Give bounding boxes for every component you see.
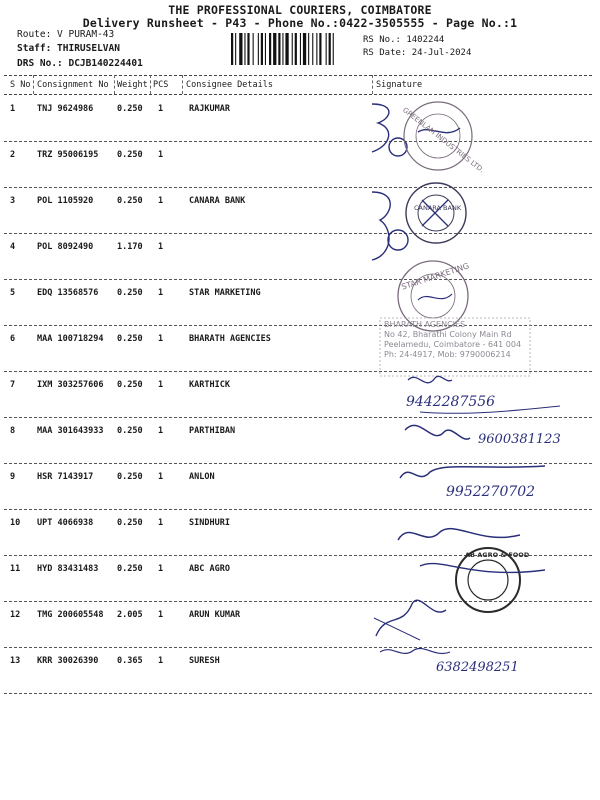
cell-sno: 8 [10, 426, 16, 436]
star-marketing-stamp: STAR MARKETING [400, 261, 471, 292]
cell-weight: 1.170 [117, 242, 143, 252]
cell-consignment: IXM 303257606 [37, 380, 104, 390]
cell-weight: 0.365 [117, 656, 143, 666]
cell-weight: 2.005 [117, 610, 143, 620]
cell-consignee: ARUN KUMAR [189, 610, 241, 620]
col-header-signature: Signature [376, 80, 423, 90]
cell-sno: 9 [10, 472, 16, 482]
runsheet-title: Delivery Runsheet - P43 - Phone No.:0422-3505555 - Page No.:1 [82, 16, 518, 30]
cell-consignee: BHARATH AGENCIES [189, 334, 271, 344]
cell-pcs: 1 [158, 150, 164, 160]
col-header-sno: S No [10, 80, 31, 90]
cell-consignee: PARTHIBAN [189, 426, 236, 436]
col-header-pcs: PCS [153, 80, 169, 90]
stamp-line: BHARATH AGENCIES [384, 320, 466, 329]
cell-consignee: SURESH [189, 656, 220, 666]
rs-number: RS No.: 1402244 [363, 35, 445, 45]
cell-consignee: KARTHICK [189, 380, 230, 390]
stamp-line: No 42, Bharathi Colony Main Rd [384, 330, 512, 339]
route-label: Route: V PURAM-43 [17, 29, 115, 40]
company-title: THE PROFESSIONAL COURIERS, COIMBATORE [168, 3, 432, 17]
cell-consignee: CANARA BANK [189, 196, 246, 206]
cell-weight: 0.250 [117, 288, 143, 298]
cell-weight: 0.250 [117, 334, 143, 344]
greenlam-stamp: GREENLAM INDUSTRIES LTD. [401, 106, 486, 175]
cell-consignment: TNJ 9624986 [37, 104, 94, 114]
cell-sno: 1 [10, 104, 16, 114]
cell-weight: 0.250 [117, 564, 143, 574]
cell-sno: 11 [10, 564, 21, 574]
ab-agro-stamp: AB AGRO & FOOD [465, 551, 530, 559]
cell-consignee: RAJKUMAR [189, 104, 230, 114]
cell-sno: 10 [10, 518, 21, 528]
cell-sno: 5 [10, 288, 16, 298]
cell-consignee: STAR MARKETING [189, 288, 261, 298]
cell-pcs: 1 [158, 196, 164, 206]
cell-pcs: 1 [158, 564, 164, 574]
col-header-weight: Weight [117, 80, 148, 90]
cell-sno: 13 [10, 656, 21, 666]
handwritten-phone-row9: 9952270702 [446, 484, 536, 500]
cell-pcs: 1 [158, 334, 164, 344]
cell-consignment: UPT 4066938 [37, 518, 94, 528]
cell-consignment: HYD 83431483 [37, 564, 99, 574]
handwritten-phone-row13: 6382498251 [436, 660, 519, 675]
cell-pcs: 1 [158, 426, 164, 436]
cell-consignee: ANLON [189, 472, 215, 482]
cell-weight: 0.250 [117, 104, 143, 114]
drs-number: DRS No.: DCJB140224401 [17, 58, 143, 69]
cell-consignment: POL 1105920 [37, 196, 94, 206]
cell-consignee: ABC AGRO [189, 564, 230, 574]
cell-pcs: 1 [158, 656, 164, 666]
cell-weight: 0.250 [117, 518, 143, 528]
cell-pcs: 1 [158, 242, 164, 252]
canara-bank-stamp: CANARA BANK [414, 204, 462, 212]
cell-pcs: 1 [158, 288, 164, 298]
col-header-consignee: Consignee Details [186, 80, 273, 90]
cell-weight: 0.250 [117, 196, 143, 206]
cell-pcs: 1 [158, 610, 164, 620]
stamp-line: Ph: 24-4917, Mob: 9790006214 [384, 350, 511, 359]
cell-consignment: TMG 200605548 [37, 610, 104, 620]
cell-sno: 6 [10, 334, 16, 344]
cell-weight: 0.250 [117, 472, 143, 482]
handwritten-phone-row8: 9600381123 [478, 432, 561, 447]
cell-sno: 7 [10, 380, 16, 390]
cell-consignment: EDQ 13568576 [37, 288, 99, 298]
stamp-line: Peelamedu, Coimbatore - 641 004 [384, 340, 522, 349]
cell-weight: 0.250 [117, 426, 143, 436]
cell-weight: 0.250 [117, 380, 143, 390]
cell-consignment: MAA 301643933 [37, 426, 104, 436]
cell-sno: 2 [10, 150, 16, 160]
rs-date: RS Date: 24-Jul-2024 [363, 48, 472, 58]
cell-consignee: SINDHURI [189, 518, 230, 528]
col-header-consignment: Consignment No [37, 80, 109, 90]
cell-sno: 3 [10, 196, 16, 206]
cell-weight: 0.250 [117, 150, 143, 160]
cell-sno: 12 [10, 610, 21, 620]
cell-pcs: 1 [158, 380, 164, 390]
bharath-agencies-stamp [384, 320, 521, 360]
cell-consignment: TRZ 95006195 [37, 150, 99, 160]
handwritten-phone-row7: 9442287556 [406, 394, 496, 410]
cell-pcs: 1 [158, 518, 164, 528]
cell-consignment: MAA 100718294 [37, 334, 104, 344]
cell-consignment: POL 8092490 [37, 242, 94, 252]
cell-pcs: 1 [158, 472, 164, 482]
cell-sno: 4 [10, 242, 16, 252]
cell-consignment: KRR 30026390 [37, 656, 99, 666]
cell-pcs: 1 [158, 104, 164, 114]
cell-consignment: HSR 7143917 [37, 472, 94, 482]
staff-label: Staff: THIRUSELVAN [17, 43, 120, 54]
